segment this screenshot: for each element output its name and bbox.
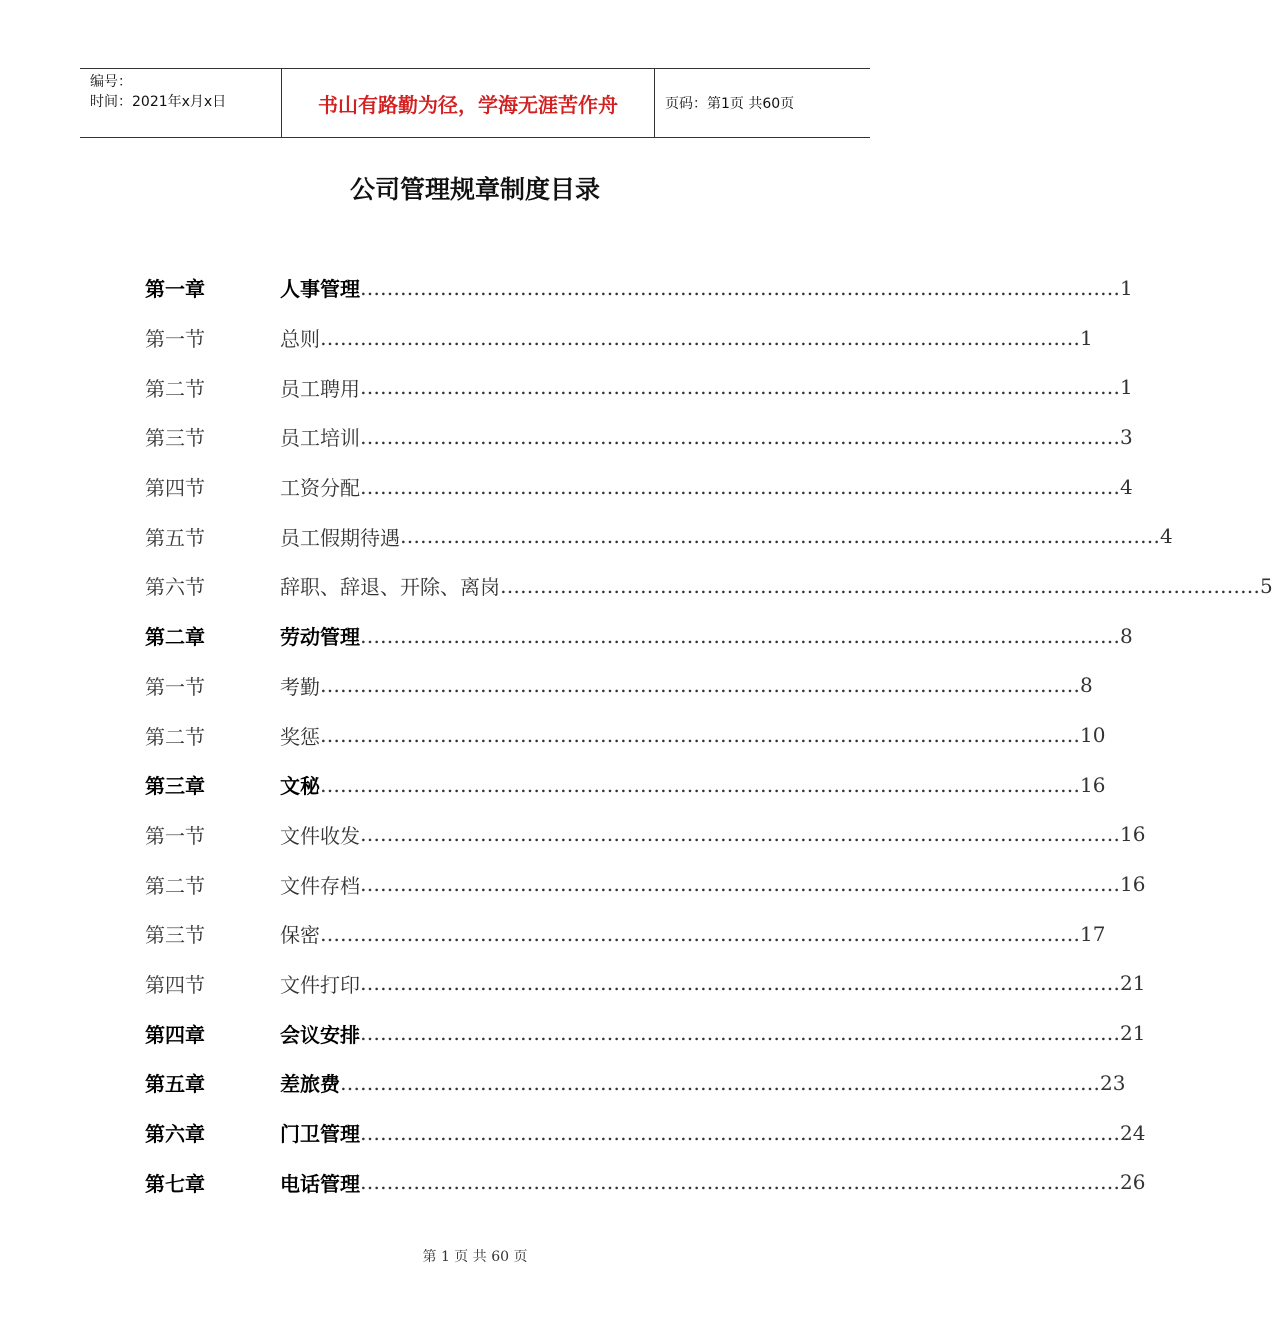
toc-entry-label: 第三节 <box>145 923 205 948</box>
toc-entry-label: 第二章 <box>145 625 205 650</box>
toc-section-row <box>145 511 1173 561</box>
toc-entry-label: 第五章 <box>145 1072 205 1097</box>
toc-entry-label: 第四节 <box>145 972 205 997</box>
toc-entry-title: 保密 <box>280 923 320 948</box>
toc-section-row <box>145 362 1133 412</box>
number-label: 编号： <box>90 74 132 90</box>
toc-leader-dots: …………………………………………………………………………………………………… <box>360 1170 1120 1195</box>
toc-entry-title: 员工假期待遇 <box>280 525 400 550</box>
toc-entry-title: 奖惩 <box>280 724 320 749</box>
toc-entry-title: 差旅费 <box>280 1072 340 1097</box>
toc-section-row <box>145 710 1106 760</box>
page-header <box>80 68 870 138</box>
toc-leader-dots: …………………………………………………………………………………………………… <box>320 325 1080 350</box>
toc-section-row <box>145 859 1146 909</box>
toc-page-number: 21 <box>1120 971 1146 996</box>
toc-page-number: 16 <box>1120 872 1146 897</box>
toc-entry-label: 第五节 <box>145 525 205 550</box>
toc-entry-title: 辞职、辞退、开除、离岗 <box>280 575 500 600</box>
toc-page-number: 3 <box>1120 424 1133 449</box>
toc-page-number: 17 <box>1080 921 1106 946</box>
toc-leader-dots: …………………………………………………………………………………………………… <box>360 971 1120 996</box>
toc-page-number: 8 <box>1120 623 1133 648</box>
toc-leader-dots: …………………………………………………………………………………………………… <box>360 424 1120 449</box>
page-title: 公司管理规章制度目录 <box>349 175 600 204</box>
toc-entry-title: 文件收发 <box>280 823 360 848</box>
toc-leader-dots: …………………………………………………………………………………………………… <box>360 474 1120 499</box>
toc-page-number: 4 <box>1120 474 1133 499</box>
toc-chapter-row <box>145 1108 1146 1158</box>
toc-section-row <box>145 412 1133 462</box>
toc-entry-title: 电话管理 <box>280 1171 360 1196</box>
table-of-contents <box>145 263 1273 1207</box>
header-page-info: 页码：第1页 共60页 <box>665 96 795 112</box>
toc-leader-dots: …………………………………………………………………………………………………… <box>320 921 1080 946</box>
header-meta <box>80 69 282 137</box>
toc-entry-title: 考勤 <box>280 674 320 699</box>
toc-entry-title: 会议安排 <box>280 1022 360 1047</box>
toc-page-number: 24 <box>1120 1120 1146 1145</box>
toc-entry-label: 第六章 <box>145 1122 205 1147</box>
toc-entry-label: 第三节 <box>145 426 205 451</box>
toc-section-row <box>145 959 1146 1009</box>
toc-entry-label: 第一章 <box>145 277 205 302</box>
toc-leader-dots: …………………………………………………………………………………………………… <box>400 524 1160 549</box>
toc-entry-title: 文件打印 <box>280 972 360 997</box>
toc-entry-label: 第一节 <box>145 327 205 352</box>
toc-entry-title: 总则 <box>280 327 320 352</box>
toc-entry-label: 第四节 <box>145 476 205 501</box>
toc-entry-title: 文件存档 <box>280 873 360 898</box>
toc-entry-label: 第一节 <box>145 823 205 848</box>
toc-section-row <box>145 909 1106 959</box>
toc-page-number: 1 <box>1080 325 1093 350</box>
time-label: 时间：2021年x月x日 <box>90 94 227 110</box>
toc-page-number: 8 <box>1080 673 1093 698</box>
toc-page-number: 4 <box>1160 524 1173 549</box>
toc-leader-dots: …………………………………………………………………………………………………… <box>500 573 1260 598</box>
toc-entry-title: 门卫管理 <box>280 1122 360 1147</box>
toc-leader-dots: …………………………………………………………………………………………………… <box>340 1070 1100 1095</box>
toc-section-row <box>145 661 1093 711</box>
toc-entry-label: 第六节 <box>145 575 205 600</box>
toc-page-number: 21 <box>1120 1021 1146 1046</box>
toc-chapter-row <box>145 611 1133 661</box>
toc-entry-title: 员工聘用 <box>280 376 360 401</box>
page-footer: 第 1 页 共 60 页 <box>422 1249 528 1265</box>
toc-page-number: 1 <box>1120 375 1133 400</box>
toc-leader-dots: …………………………………………………………………………………………………… <box>360 872 1120 897</box>
toc-leader-dots: …………………………………………………………………………………………………… <box>360 623 1120 648</box>
toc-leader-dots: …………………………………………………………………………………………………… <box>360 1021 1120 1046</box>
toc-section-row <box>145 561 1273 611</box>
header-motto: 书山有路勤为径，学海无涯苦作舟 <box>282 69 655 137</box>
toc-chapter-row <box>145 760 1106 810</box>
toc-entry-label: 第三章 <box>145 774 205 799</box>
toc-entry-label: 第二节 <box>145 376 205 401</box>
toc-page-number: 5 <box>1260 573 1273 598</box>
toc-section-row <box>145 313 1093 363</box>
toc-entry-title: 工资分配 <box>280 476 360 501</box>
toc-entry-title: 员工培训 <box>280 426 360 451</box>
toc-entry-label: 第四章 <box>145 1022 205 1047</box>
toc-section-row <box>145 810 1146 860</box>
toc-page-number: 16 <box>1120 822 1146 847</box>
toc-page-number: 23 <box>1100 1070 1126 1095</box>
toc-leader-dots: …………………………………………………………………………………………………… <box>360 375 1120 400</box>
toc-page-number: 16 <box>1080 772 1106 797</box>
toc-entry-label: 第二节 <box>145 724 205 749</box>
toc-entry-label: 第二节 <box>145 873 205 898</box>
toc-chapter-row <box>145 1008 1146 1058</box>
toc-chapter-row <box>145 263 1133 313</box>
toc-chapter-row <box>145 1058 1126 1108</box>
toc-leader-dots: …………………………………………………………………………………………………… <box>320 723 1080 748</box>
toc-page-number: 1 <box>1120 275 1133 300</box>
toc-leader-dots: …………………………………………………………………………………………………… <box>320 772 1080 797</box>
toc-page-number: 26 <box>1120 1170 1146 1195</box>
toc-leader-dots: …………………………………………………………………………………………………… <box>360 822 1120 847</box>
toc-chapter-row <box>145 1157 1146 1207</box>
toc-entry-title: 劳动管理 <box>280 625 360 650</box>
toc-leader-dots: …………………………………………………………………………………………………… <box>360 275 1120 300</box>
toc-section-row <box>145 462 1133 512</box>
toc-entry-title: 文秘 <box>280 774 320 799</box>
toc-entry-label: 第七章 <box>145 1171 205 1196</box>
toc-entry-label: 第一节 <box>145 674 205 699</box>
toc-leader-dots: …………………………………………………………………………………………………… <box>320 673 1080 698</box>
toc-entry-title: 人事管理 <box>280 277 360 302</box>
toc-leader-dots: …………………………………………………………………………………………………… <box>360 1120 1120 1145</box>
toc-page-number: 10 <box>1080 723 1106 748</box>
